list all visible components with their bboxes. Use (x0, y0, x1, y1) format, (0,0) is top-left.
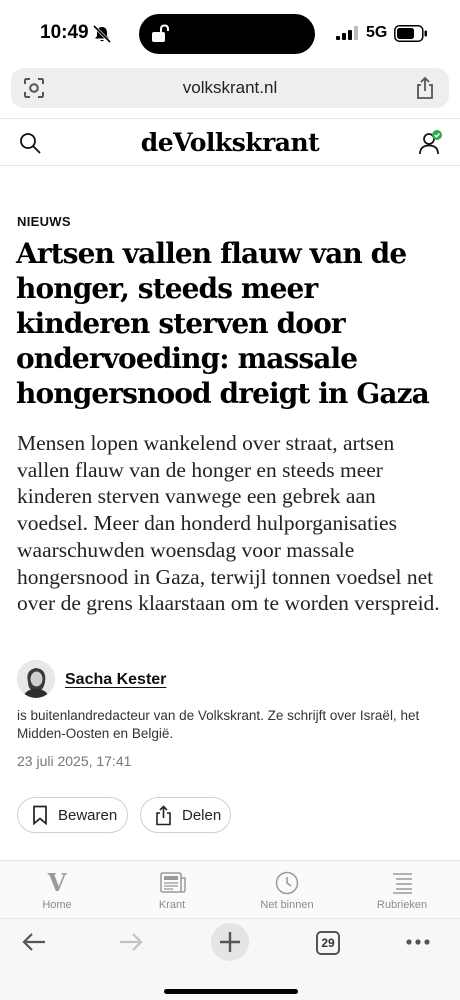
share-icon (155, 805, 172, 826)
nav-item-krant[interactable] (132, 861, 212, 919)
browser-toolbar (0, 918, 460, 1000)
site-bottom-nav (0, 860, 460, 918)
nav-label-net-binnen: Net binnen (260, 899, 314, 911)
nav-item-home[interactable] (17, 861, 97, 919)
list-icon (390, 871, 416, 895)
plus-icon (211, 923, 249, 961)
site-logo[interactable]: deVolkskrant (140, 128, 320, 157)
url-text[interactable]: volkskrant.nl (182, 78, 278, 97)
forward-arrow-icon[interactable] (118, 931, 144, 953)
account-icon[interactable] (416, 129, 444, 157)
author-bio: is buitenlandredacteur van de Volkskrant. Ze schrijft over Israël, het Midden-Oosten en België. (17, 708, 420, 741)
nav-item-rubrieken[interactable] (362, 861, 442, 919)
dynamic-island (139, 14, 315, 54)
new-tab-button[interactable] (211, 923, 249, 961)
battery-icon (394, 25, 428, 42)
address-bar[interactable] (11, 68, 449, 108)
network-label: 5G (366, 24, 388, 41)
author-name[interactable]: Sacha Kester (65, 671, 167, 688)
home-indicator[interactable] (164, 989, 298, 994)
section-label[interactable]: NIEUWS (17, 214, 71, 229)
tabs-button[interactable]: 29 (316, 931, 340, 955)
save-label: Bewaren (58, 806, 118, 824)
share-icon[interactable] (415, 76, 435, 100)
article-headline: Artsen vallen flauw van de honger, steeds meer kinderen sterven door ondervoeding: massale hongersnood dreigt in Gaza (16, 237, 429, 410)
unlocked-icon (149, 24, 171, 44)
nav-label-home: Home (42, 899, 72, 911)
author-portrait (17, 660, 55, 698)
nav-label-rubrieken: Rubrieken (376, 899, 428, 911)
nav-item-net-binnen[interactable] (247, 861, 327, 919)
article-lead: Mensen lopen wankelend over straat, artsen vallen flauw van de honger en steeds meer kinderen sterven vanwege een gebrek aan voedsel. Meer dan honderd hulporganisaties waarschuwden woensdag voor massale hongersnood in Gaza, terwijl tonnen voedsel net over de grens klaarstaan om te worden verspreid. (17, 431, 440, 616)
newspaper-icon (160, 871, 186, 895)
site-header (0, 118, 460, 166)
bell-muted-icon (92, 25, 112, 43)
bookmark-icon (32, 805, 48, 825)
clock-icon (275, 871, 301, 895)
save-button[interactable] (17, 797, 128, 833)
nav-label-krant: Krant (158, 899, 186, 911)
back-arrow-icon[interactable] (21, 931, 47, 953)
volkskrant-v-icon: V (47, 868, 67, 897)
signal-icon (336, 26, 360, 40)
status-bar (0, 0, 460, 62)
status-time: 10:49 (40, 22, 89, 43)
more-icon[interactable] (405, 931, 431, 953)
share-label: Delen (182, 806, 222, 824)
publish-date: 23 juli 2025, 17:41 (17, 753, 132, 769)
author-avatar[interactable] (17, 660, 55, 698)
share-button[interactable] (140, 797, 231, 833)
